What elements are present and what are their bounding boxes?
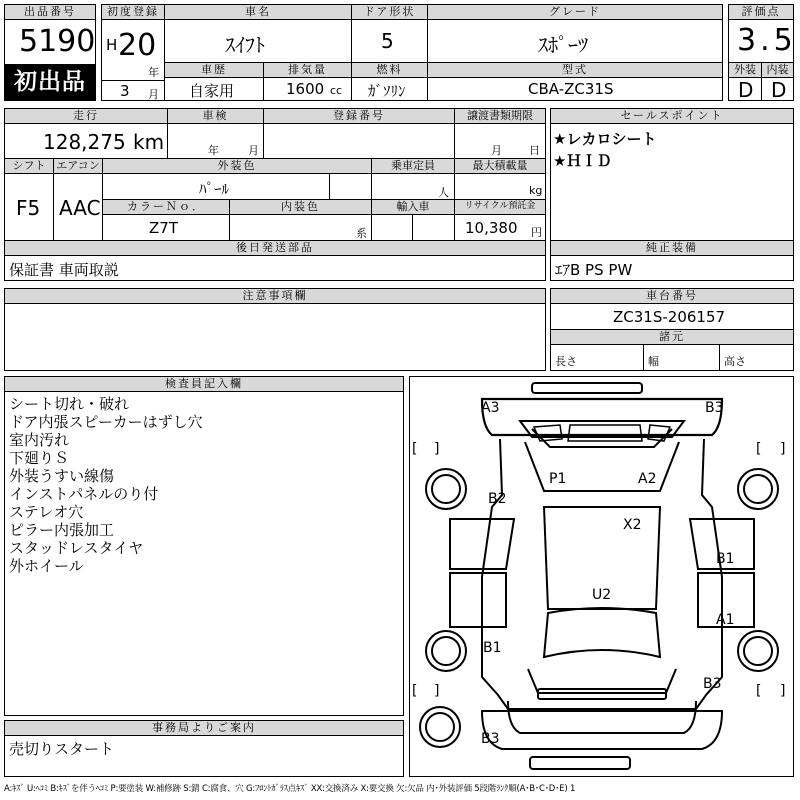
displacement-box [263, 77, 352, 101]
width-box [643, 344, 720, 371]
inspector-line: スタッドレスタイヤ [9, 539, 144, 557]
reg-month-box [101, 80, 165, 101]
mileage: 128,275 [43, 130, 126, 154]
inspection-box [167, 123, 264, 159]
inspector-line: 外装うすい線傷 [9, 467, 115, 485]
inspector-line: ステレオ穴 [9, 503, 84, 521]
exterior-label: 外装 [728, 62, 762, 78]
load-unit: kg [529, 184, 543, 197]
fuel-label: 燃料 [351, 62, 428, 78]
grade-box [427, 19, 723, 63]
equip-value: ｴｱB PS PW [555, 261, 633, 279]
ac-box [53, 173, 103, 241]
history-label: 車歴 [164, 62, 264, 78]
height-box [719, 344, 794, 371]
displacement: 1600 [286, 80, 325, 98]
reg-no-box [263, 123, 455, 159]
width-label: 幅 [648, 355, 659, 368]
reg-year: 20 [118, 28, 157, 63]
mileage-label: 走行 [4, 108, 168, 124]
car-outline-svg [410, 377, 793, 776]
inspector-line: インストパネルのり付 [9, 485, 159, 503]
recycle: 10,380 [465, 219, 518, 237]
bracket-left-1: [ [412, 441, 418, 457]
damage-mark: B2 [488, 491, 507, 507]
parts-box [4, 255, 546, 281]
office-label: 事務局よりご案内 [4, 720, 404, 736]
length-label: 長さ [555, 355, 577, 368]
footer-legend: A:ｷｽﾞ U:ﾍｺﾐ B:ｷｽﾞを伴うﾍｺﾐ P:要塗装 W:補修跡 S:錆 C:腐食、穴 G:ﾌﾛﾝﾄｶﾞﾗｽ点ｷｽﾞ XX:交換済み X:要交換 欠:欠品 内･外装評価 5段階ﾗﾝｸ順(A･B･C･D･E) 1 [4, 784, 576, 794]
equip-label: 純正装備 [550, 240, 794, 256]
ac-label: エアコン [53, 158, 103, 174]
bracket-right-1: [ [756, 441, 762, 457]
shift-box [4, 173, 54, 241]
parts-value: 保証書 車両取説 [9, 261, 119, 279]
damage-mark: P1 [549, 471, 567, 487]
notes-label: 注意事項欄 [4, 288, 546, 304]
year-unit: 年 [148, 66, 159, 79]
inspection-label: 車検 [167, 108, 264, 124]
import-label: 輸入車 [371, 199, 455, 215]
car-name: ｽｲﾌﾄ [225, 33, 265, 57]
fuel-box [351, 77, 428, 101]
interior-box [761, 77, 794, 101]
damage-mark: A1 [716, 612, 735, 628]
bracket-right-4: ] [780, 683, 786, 699]
color-no-box [102, 214, 230, 241]
lot-no: 5190 [19, 24, 96, 59]
import-box-2 [412, 214, 455, 241]
import-box-1 [371, 214, 413, 241]
bracket-left-4: ] [434, 683, 440, 699]
capacity-unit: 人 [438, 186, 449, 199]
car-name-box [164, 19, 352, 63]
model-label: 型式 [427, 62, 723, 78]
parts-label: 後日発送部品 [4, 240, 546, 256]
chassis-label: 車台番号 [550, 288, 794, 304]
inspector-line: 外ホイール [9, 557, 84, 575]
office-value: 売切りスタート [9, 740, 115, 758]
interior-grade: D [771, 78, 787, 102]
int-color-box [229, 214, 372, 241]
inspector-line: シート切れ・破れ [9, 395, 130, 413]
sales-point-1: ★レカロシート [553, 130, 657, 148]
bracket-right-2: ] [780, 441, 786, 457]
inspector-lines [9, 395, 203, 575]
recycle-unit: 円 [531, 226, 542, 239]
grade-label: グレード [427, 4, 723, 20]
capacity-box [371, 173, 455, 200]
int-color-label: 内装色 [229, 199, 372, 215]
grade: ｽﾎﾟｰﾂ [538, 33, 588, 57]
first-listing-badge: 初出品 [4, 65, 96, 101]
transfer-label: 譲渡書類期限 [454, 108, 546, 124]
ext-color-box [102, 173, 330, 200]
reg-no-label: 登録番号 [263, 108, 455, 124]
sales-point-label: セールスポイント [550, 108, 794, 124]
mileage-unit: km [133, 130, 165, 154]
notes-box [4, 303, 546, 371]
office-box [4, 735, 404, 777]
fuel: ｶﾞｿﾘﾝ [368, 82, 406, 100]
bracket-left-2: ] [434, 441, 440, 457]
sales-point-2: ★ＨＩＤ [553, 152, 612, 170]
door-box [351, 19, 428, 63]
history-box [164, 77, 264, 101]
reg-month: 3 [120, 82, 130, 100]
car-diagram [409, 376, 794, 777]
load-label: 最大積載量 [454, 158, 546, 174]
ext-color: ﾊﾟｰﾙ [199, 180, 230, 198]
inspector-label: 検査員記入欄 [4, 376, 404, 392]
displacement-unit: cc [330, 84, 343, 97]
exterior-grade: D [738, 78, 754, 102]
era: H [106, 36, 118, 54]
lot-no-label: 出品番号 [4, 4, 96, 20]
chassis: ZC31S-206157 [613, 308, 726, 326]
color-no-label: カラーＮｏ． [102, 199, 230, 215]
inspector-line: ピラー内張加工 [9, 521, 115, 539]
first-reg-box [101, 19, 165, 81]
recycle-box [454, 214, 546, 241]
model: CBA-ZC31S [528, 80, 614, 98]
inspector-line: ドア内張スピーカーはずし穴 [9, 413, 203, 431]
ac: AAC [59, 196, 101, 220]
height-label: 高さ [724, 355, 746, 368]
damage-mark: B3 [481, 731, 500, 747]
score-label: 評価点 [728, 4, 794, 20]
model-box [427, 77, 723, 101]
damage-mark: B3 [705, 400, 724, 416]
displacement-label: 排気量 [263, 62, 352, 78]
transfer-box [454, 123, 546, 159]
mileage-box [4, 123, 168, 159]
inspector-box [4, 391, 404, 716]
chassis-box [550, 303, 794, 330]
ext-color-label: 外装色 [102, 158, 372, 174]
first-reg-label: 初度登録 [101, 4, 165, 20]
interior-label: 内装 [761, 62, 794, 78]
history: 自家用 [189, 82, 235, 100]
lot-no-box [4, 19, 96, 65]
door-label: ドア形状 [351, 4, 428, 20]
length-box [550, 344, 644, 371]
transfer-day: 日 [529, 144, 540, 157]
bracket-left-3: [ [412, 683, 418, 699]
damage-mark: U2 [592, 587, 612, 603]
exterior-box [728, 77, 762, 101]
damage-mark: A3 [481, 400, 500, 416]
inspector-line: 室内汚れ [9, 431, 70, 449]
car-name-label: 車名 [164, 4, 352, 20]
capacity-label: 乗車定員 [371, 158, 455, 174]
inspection-year: 年 [208, 144, 219, 157]
damage-mark: X2 [623, 517, 642, 533]
load-box [454, 173, 546, 200]
score: 3.5 [737, 23, 797, 58]
month-unit: 月 [148, 88, 159, 101]
color-no: Z7T [149, 219, 178, 237]
damage-mark: B1 [483, 640, 502, 656]
score-box [728, 19, 797, 63]
ext-color-extra [329, 173, 372, 200]
bracket-right-3: [ [756, 683, 762, 699]
shift-label: シフト [4, 158, 54, 174]
inspector-line: 下廻りＳ [9, 449, 70, 467]
recycle-label: リサイクル預託金 [454, 199, 546, 215]
sales-point-box [550, 123, 794, 241]
int-color-unit: 系 [356, 227, 367, 240]
damage-mark: A2 [638, 471, 657, 487]
door: 5 [381, 29, 394, 53]
equip-box [550, 255, 794, 281]
damage-mark: B3 [703, 676, 722, 692]
dims-label: 諸元 [550, 329, 794, 345]
inspection-month: 月 [248, 144, 259, 157]
transfer-month: 月 [491, 144, 502, 157]
shift: F5 [16, 196, 41, 220]
damage-mark: B1 [716, 551, 735, 567]
